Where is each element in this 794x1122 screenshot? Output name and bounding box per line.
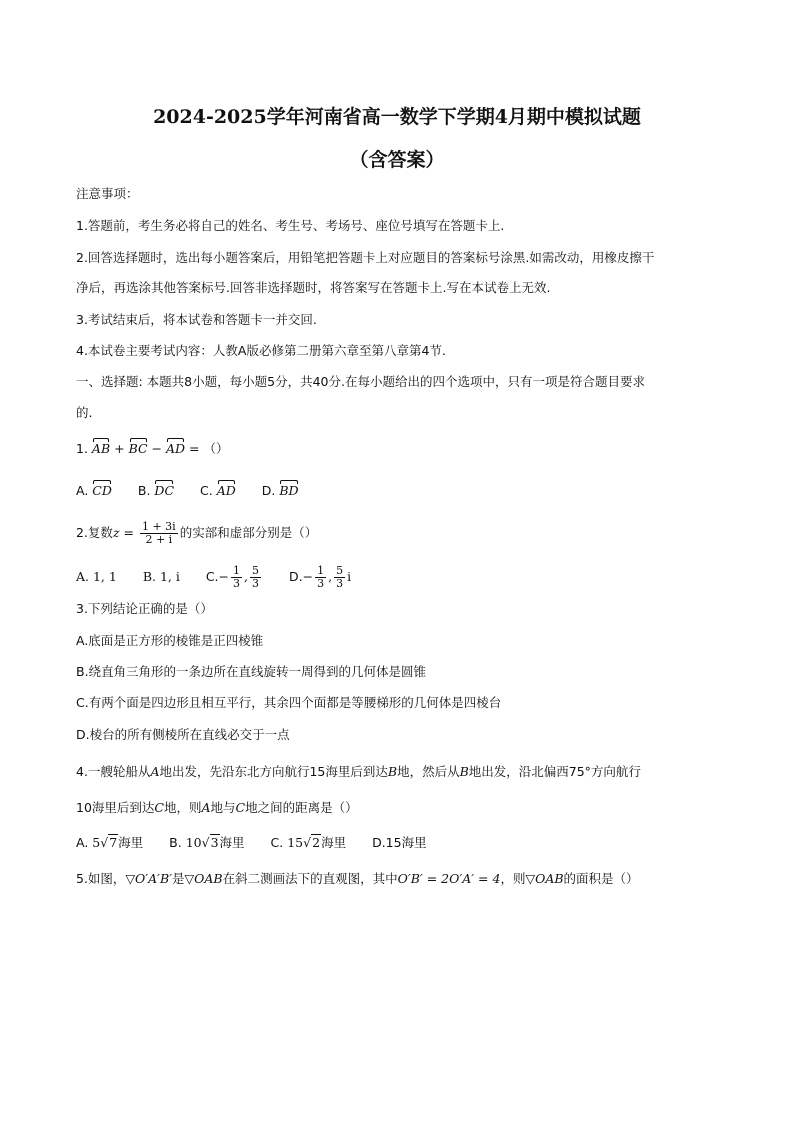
q1-tail: = （） xyxy=(185,441,229,456)
q3-option-a: A.底面是正方形的棱锥是正四棱锥 xyxy=(76,633,264,648)
q1-stem xyxy=(76,441,228,457)
q4-option-b: B. 10√3海里 xyxy=(169,835,245,850)
exam-title: 2024-2025学年河南省高一数学下学期4月期中模拟试题 xyxy=(153,106,641,128)
q3-option-d: D.棱台的所有侧棱所在直线必交于一点 xyxy=(76,727,290,742)
notice-item-4: 4.本试卷主要考试内容：人教A版必修第二册第六章至第八章第4节. xyxy=(76,343,446,358)
q4-stem-line1: 4.一艘轮船从A地出发，先沿东北方向航行15海里后到达B地，然后从B地出发，沿北偏西75°方向航行 xyxy=(76,764,641,779)
q2-option-c: C.− $\frac{1}{3}$ , $\frac{5}{3}$ xyxy=(205,564,259,590)
notice-heading: 注意事项： xyxy=(76,186,139,201)
q4-option-c: C. 15√2海里 xyxy=(270,835,347,850)
notice-item-3: 3.考试结束后，将本试卷和答题卡一并交回. xyxy=(76,312,317,327)
vector-bc: BC xyxy=(128,441,148,456)
q2-option-a: A. 1, 1 xyxy=(76,569,117,584)
q2-options xyxy=(76,562,373,592)
q1-option-d: D. BD xyxy=(261,483,299,498)
exam-subtitle: （含答案） xyxy=(349,149,445,171)
section1-line2: 的. xyxy=(76,405,93,420)
q4-option-d: D.15海里 xyxy=(372,835,427,850)
q2-fraction: $\frac{1 + 3i}{2 + i}$ xyxy=(141,520,176,546)
q5-stem: 5.如图，▽O′A′B′是▽OAB在斜二测画法下的直观图，其中O′B′ = 2O′A′ = 4，则▽OAB的面积是（） xyxy=(76,871,639,886)
notice-item-2b: 净后，再选涂其他答案标号.回答非选择题时，将答案写在答题卡上.写在本试卷上无效. xyxy=(76,280,551,295)
q1-number: 1. xyxy=(76,441,88,456)
q2-option-b: B. 1, i xyxy=(142,569,180,584)
vector-ab: AB xyxy=(91,441,111,456)
q1-option-b: B. DC xyxy=(137,483,175,498)
q1-options xyxy=(76,483,321,499)
q4-option-a: A. 5√7海里 xyxy=(76,835,144,850)
minus-sign: − xyxy=(147,441,166,456)
vector-ad: AD xyxy=(165,441,186,456)
q1-option-a: A. CD xyxy=(76,483,112,498)
q4-options xyxy=(76,835,449,851)
plus-sign: + xyxy=(110,441,129,456)
notice-item-2a: 2.回答选择题时，选出每小题答案后，用铅笔把答题卡上对应题目的答案标号涂黑.如需改动，用橡皮擦干 xyxy=(76,250,655,265)
section1-line1: 一、选择题: 本题共8小题，每小题5分，共40分.在每小题给出的四个选项中，只有一项是符合题目要求 xyxy=(76,374,645,389)
q3-stem: 3.下列结论正确的是（） xyxy=(76,601,213,616)
q3-option-b: B.绕直角三角形的一条边所在直线旋转一周得到的几何体是圆锥 xyxy=(76,664,427,679)
notice-item-1: 1.答题前，考生务必将自己的姓名、考生号、考场号、座位号填写在答题卡上. xyxy=(76,218,505,233)
q1-option-c: C. AD xyxy=(200,483,236,498)
q4-stem-line2: 10海里后到达C地，则A地与C地之间的距离是（） xyxy=(76,800,358,815)
q3-option-c: C.有两个面是四边形且相互平行，其余四个面都是等腰梯形的几何体是四棱台 xyxy=(76,695,502,710)
q2-stem: 2.复数z = $\frac{1 + 3i}{2 + i}$ 的实部和虚部分别是（） xyxy=(76,520,318,546)
q2-option-d: D.− $\frac{1}{3}$ , $\frac{5}{3}$ i xyxy=(288,564,352,590)
